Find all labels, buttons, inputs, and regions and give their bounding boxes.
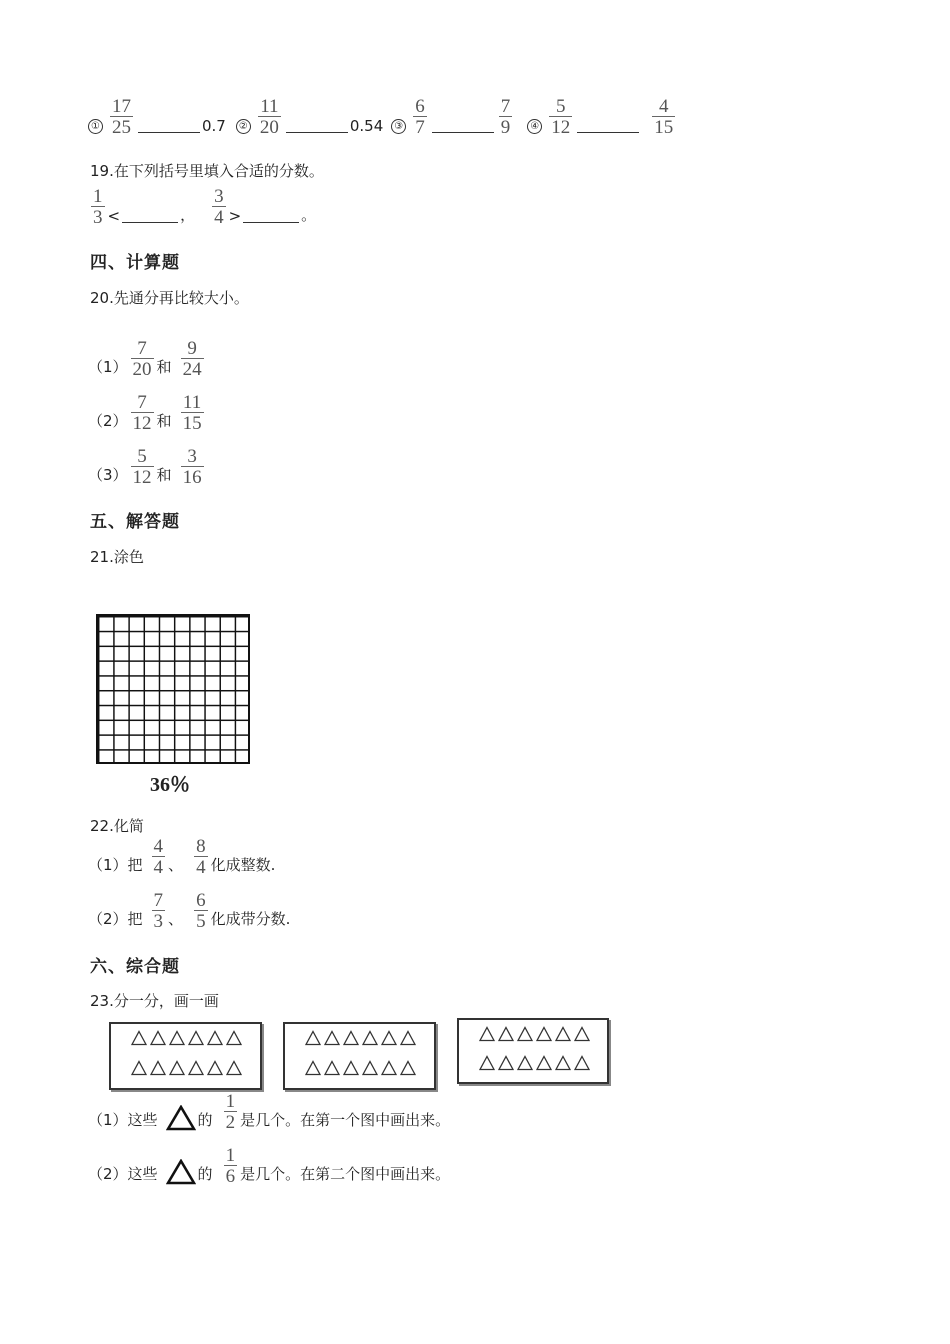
q22-title: 22.化简 (90, 817, 144, 835)
fraction: $\frac{6}{5}$ (196, 890, 206, 932)
q23-item-1: （1）这些 的 $\frac{1}{2}$ 是几个。在第一个图中画出来。 (88, 1091, 451, 1133)
triangle-icon (150, 1030, 166, 1046)
triangle-icon (226, 1030, 242, 1046)
less-than-sign: < (107, 207, 121, 225)
section-heading: 五、解答题 (90, 512, 180, 532)
triangle-icon (555, 1026, 571, 1042)
triangle-icon (207, 1030, 223, 1046)
answer-blank[interactable] (286, 131, 348, 133)
q22-item-1: （1）把 $\frac{4}{4}$ 、 $\frac{8}{4}$ 化成整数. (88, 836, 276, 878)
compare-value: 0.7 (202, 117, 226, 135)
separator: ， (180, 206, 196, 224)
q22-item-2: （2）把 $\frac{7}{3}$ 、 $\frac{6}{5}$ 化成带分数. (88, 890, 291, 932)
q18-row (88, 98, 678, 136)
q23-title: 23.分一分，画一画 (90, 992, 219, 1010)
triangle-box-3[interactable] (457, 1018, 609, 1084)
triangle-icon (498, 1055, 514, 1071)
triangle-icon (381, 1060, 397, 1076)
fraction: $\frac{8}{4}$ (196, 836, 206, 878)
item-number: ② (236, 119, 251, 134)
fraction: $\frac{3}{4}$ (214, 186, 224, 228)
fraction: $\frac{4}{4}$ (153, 836, 164, 878)
item-number: ④ (527, 119, 542, 134)
triangle-icon (131, 1060, 147, 1076)
fraction: $\frac{11}{20}$ (259, 96, 279, 138)
triangle-icon (166, 1159, 196, 1185)
fraction: $\frac{7}{3}$ (153, 890, 164, 932)
fraction: $\frac{7}{12}$ (132, 392, 152, 434)
item-number: ③ (391, 119, 406, 134)
fraction: $\frac{7}{20}$ (132, 338, 152, 380)
q20-item-1: （1） $\frac{7}{20}$ 和 $\frac{9}{24}$ (88, 338, 202, 380)
triangle-icon (517, 1026, 533, 1042)
triangle-box-1[interactable] (109, 1022, 262, 1090)
grid-percent-label: 36％ (150, 774, 190, 796)
triangle-icon (343, 1030, 359, 1046)
triangle-icon (343, 1060, 359, 1076)
answer-blank[interactable] (122, 221, 178, 223)
triangle-icon (305, 1030, 321, 1046)
triangle-icon (305, 1060, 321, 1076)
fraction: $\frac{1}{6}$ (225, 1145, 236, 1187)
q20-item-3: （3） $\frac{5}{12}$ 和 $\frac{3}{16}$ (88, 446, 202, 488)
greater-than-sign: > (228, 207, 242, 225)
q23-item-2: （2）这些 的 $\frac{1}{6}$ 是几个。在第二个图中画出来。 (88, 1145, 451, 1187)
triangle-icon (574, 1026, 590, 1042)
fraction: $\frac{1}{3}$ (93, 186, 103, 228)
q19-title: 19.在下列括号里填入合适的分数。 (90, 162, 324, 180)
triangle-icon (131, 1030, 147, 1046)
answer-blank[interactable] (577, 131, 639, 133)
triangle-icon (574, 1055, 590, 1071)
fraction: $\frac{9}{24}$ (182, 338, 202, 380)
section-heading: 四、计算题 (90, 253, 180, 273)
triangle-icon (324, 1030, 340, 1046)
triangle-box-2[interactable] (283, 1022, 436, 1090)
q19-row (88, 188, 316, 226)
q20-item-2: （2） $\frac{7}{12}$ 和 $\frac{11}{15}$ (88, 392, 202, 434)
triangle-icon (400, 1030, 416, 1046)
section-heading: 六、综合题 (90, 957, 180, 977)
triangle-icon (169, 1060, 185, 1076)
fraction: $\frac{6}{7}$ (415, 96, 425, 138)
fraction: $\frac{5}{12}$ (551, 96, 571, 138)
answer-blank[interactable] (243, 221, 299, 223)
fraction: $\frac{5}{12}$ (132, 446, 152, 488)
q20-title: 20.先通分再比较大小。 (90, 289, 249, 307)
triangle-icon (150, 1060, 166, 1076)
triangle-icon (226, 1060, 242, 1076)
triangle-icon (166, 1105, 196, 1131)
fraction: $\frac{1}{2}$ (225, 1091, 236, 1133)
triangle-icon (479, 1055, 495, 1071)
triangle-icon (324, 1060, 340, 1076)
fraction: $\frac{11}{15}$ (182, 392, 202, 434)
triangle-icon (188, 1060, 204, 1076)
answer-blank[interactable] (432, 131, 494, 133)
fraction: $\frac{4}{15}$ (654, 96, 674, 138)
item-number: ① (88, 119, 103, 134)
triangle-icon (536, 1055, 552, 1071)
hundred-grid[interactable] (96, 614, 250, 764)
triangle-icon (536, 1026, 552, 1042)
fraction: $\frac{3}{16}$ (182, 446, 202, 488)
compare-value: 0.54 (349, 117, 384, 135)
triangle-icon (381, 1030, 397, 1046)
triangle-icon (362, 1030, 378, 1046)
triangle-icon (362, 1060, 378, 1076)
triangle-icon (555, 1055, 571, 1071)
triangle-icon (188, 1030, 204, 1046)
fraction: $\frac{7}{9}$ (500, 96, 511, 138)
q21-title: 21.涂色 (90, 548, 144, 566)
fraction: $\frac{17}{25}$ (112, 96, 131, 138)
triangle-icon (169, 1030, 185, 1046)
triangle-icon (400, 1060, 416, 1076)
triangle-icon (517, 1055, 533, 1071)
period: 。 (301, 206, 317, 224)
triangle-icon (498, 1026, 514, 1042)
triangle-icon (207, 1060, 223, 1076)
answer-blank[interactable] (138, 131, 200, 133)
triangle-icon (479, 1026, 495, 1042)
